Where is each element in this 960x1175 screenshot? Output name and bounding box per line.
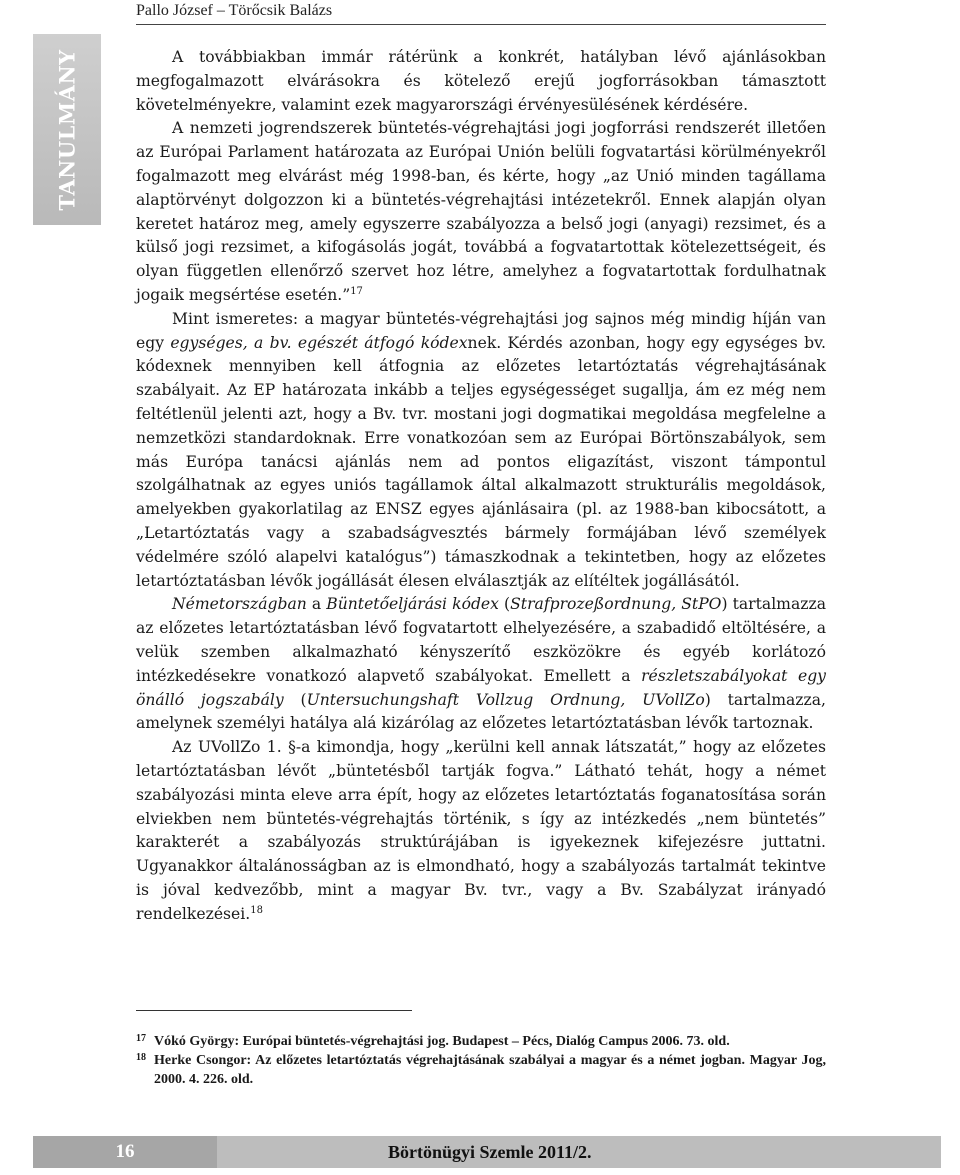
side-tab-label: TANULMÁNY: [54, 48, 80, 211]
side-tab: [33, 34, 101, 225]
body-paragraph: [136, 117, 826, 307]
text-run: Az UVollZo 1. §-a kimondja, hogy „kerülni kell annak látszatát,” hogy az előzetes letartóztatásban lévőt „büntetésből tartják fogva.” Látható tehát, hogy a német szabályozási minta eleve arra épít, hogy az előzetes letartóztatás foganatosítása során elviekben nem büntetés-végrehajtás történik, s így az intézkedés „nem büntetés” karakterét a szabályozás struktúrájában is igyekeznek kifejezésre juttatni. Ugyanakkor általánosságban az is elmondható, hogy a szabályozás tartalmát tekintve is jóval kedvezőbb, mint a magyar Bv. tvr., vagy a Bv. Szabályzat irányadó rendelkezései.: [136, 738, 826, 923]
italic-text: Untersuchungshaft Vollzug Ordnung, UVollZo: [306, 690, 705, 709]
footnote-reference: 17: [350, 285, 363, 297]
body-paragraph: [136, 308, 826, 594]
footnote-text: Vókó György: Európai büntetés-végrehajtási jog. Budapest – Pécs, Dialóg Campus 2006. 73. old.: [154, 1034, 730, 1049]
text-run: ) tartalmazza, amelynek személyi hatálya alá kizárólag az előzetes letartóztatásban lévők tartoznak.: [136, 690, 826, 733]
italic-text: Strafprozeßordnung, StPO: [510, 595, 722, 614]
running-head: Pallo József – Törőcsik Balázs: [136, 2, 333, 19]
text-run: a: [306, 595, 327, 614]
footnote-reference: 18: [250, 904, 263, 916]
journal-title: Börtönügyi Szemle 2011/2.: [388, 1141, 592, 1162]
text-run: nek. Kérdés azonban, hogy egy egységes bv. kódexnek mennyiben kell átfognia az előzetes letartóztatás végrehajtásának szabályait. Az EP határozata inkább a teljes egységességet sugallja, ám ez még nem feltétlenül jelenti azt, hogy a Bv. tvr. mostani jogi dogmatikai megoldása megfelelne a nemzetközi standardoknak. Erre vonatkozóan sem az Európai Börtönszabályok, sem más Európa tanácsi ajánlás nem ad pontos eligazítást, viszont támpontul szolgálhatnak az egyes uniós tagállamok által alkalmazott strukturális megoldások, amelyekben gyakorlatilag az ENSZ egyes ajánlásaira (pl. az 1988-ban kibocsátott, a „Letartóztatás vagy a szabadságvesztés bármely formájában lévő személyek védelmére szóló alapelvi katalógus”) támaszkodnak a tekintetben, hogy az előzetes letartóztatásban lévők jogállását élesen elválasztják az elítéltek jogállásától.: [136, 333, 826, 590]
text-run: ) tartalmazza az előzetes letartóztatásban lévő fogvatartott elhelyezésére, a szabadidő eltöltésére, a velük szemben alkalmazható kényszerítő eszközökre és egyéb korlátozó intézkedésekre vonatkozó alapvető szabályokat. Emellett a: [136, 595, 826, 685]
text-run: A nemzeti jogrendszerek büntetés-végrehajtási jogi jogforrási rendszerét illetően az Európai Parlament határozata az Európai Unión belüli fogvatartási körülményekről fogalmazott meg elvárást még 1998-ban, és kérte, hogy „az Unió minden tagállama alaptörvényt dolgozzon ki a büntetés-végrehajtási intézetekről. Ennek alapján olyan keretet határoz meg, amely egyszerre szabályozza a belső jogi (anyagi) rezsimet, és a külső jogi rezsimet, a kifogásolás jogát, továbbá a fogvatartottak kötelezettségeit, és olyan független ellenőrző szervet hoz létre, amelyhez a fogvatartottak fordulhatnak jogaik megsértése esetén.”: [136, 119, 826, 304]
footnote-text: Herke Csongor: Az előzetes letartóztatás végrehajtásának szabályai a magyar és a német jogban. Magyar Jog, 2000. 4. 226. old.: [154, 1053, 826, 1087]
page-footer: [33, 1136, 941, 1168]
body-paragraph: [136, 593, 826, 736]
footnote-rule: [136, 1010, 412, 1011]
text-run: A továbbiakban immár rátérünk a konkrét, hatályban lévő ajánlásokban megfogalmazott elvárásokra és kötelező erejű jogforrásokban támasztott követelményekre, valamint ezek magyarországi érvényesülésének kérdésére.: [136, 48, 826, 114]
header-rule: [136, 24, 826, 25]
footnotes: [136, 1032, 826, 1089]
italic-text: Büntetőeljárási kódex: [326, 595, 499, 614]
italic-text: egységes, a bv. egészét átfogó kódex: [170, 333, 468, 352]
footnote: [136, 1032, 826, 1051]
text-run: (: [498, 595, 511, 614]
italic-text: részletszabályokat egy önálló jogszabály: [136, 666, 826, 709]
body-paragraph: [136, 736, 826, 926]
body-text: [136, 46, 826, 926]
page-number: 16: [33, 1136, 217, 1168]
text-run: (: [283, 690, 307, 709]
footnote-number: 18: [136, 1052, 146, 1063]
footnote-number: 17: [136, 1033, 146, 1044]
italic-text: Németországban: [172, 595, 307, 614]
body-paragraph: [136, 46, 826, 117]
text-run: Mint ismeretes: a magyar büntetés-végrehajtási jog sajnos még mindig híján van egy: [136, 309, 826, 352]
footnote: [136, 1051, 826, 1089]
